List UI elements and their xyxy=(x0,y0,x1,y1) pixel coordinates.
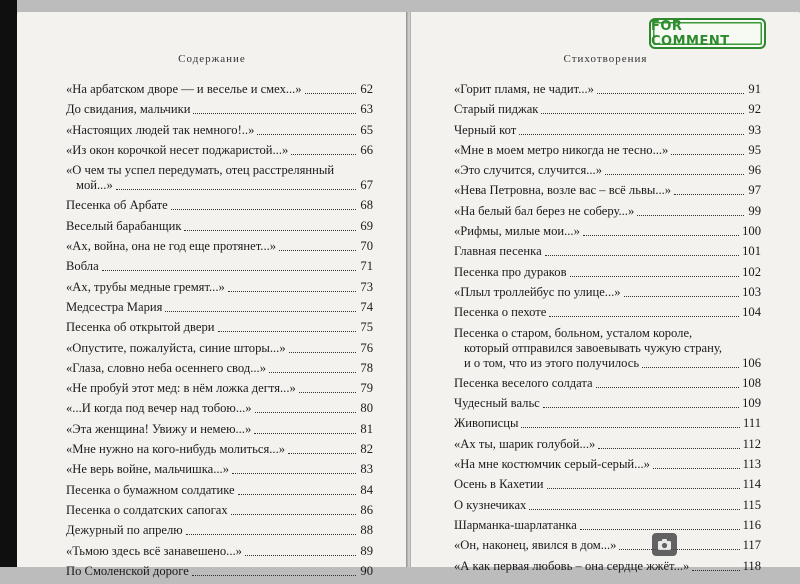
dot-leader xyxy=(291,154,356,155)
toc-page-number: 78 xyxy=(360,360,373,375)
toc-page-number: 101 xyxy=(742,244,761,259)
toc-entry-line xyxy=(454,285,761,300)
toc-page-number: 83 xyxy=(360,462,373,477)
dot-leader xyxy=(254,433,356,434)
dot-leader xyxy=(519,134,744,135)
toc-entry-line xyxy=(66,401,373,416)
toc-entry-title: Главная песенка xyxy=(454,244,542,259)
toc-entry-line xyxy=(454,518,761,533)
toc-entry-line xyxy=(454,82,761,97)
toc-entry xyxy=(66,143,373,158)
toc-page-number: 93 xyxy=(748,122,761,137)
toc-entry-title: Дежурный по апрелю xyxy=(66,523,183,538)
toc-entry xyxy=(454,102,761,117)
dot-leader xyxy=(549,316,739,317)
dot-leader xyxy=(257,134,356,135)
dot-leader xyxy=(288,453,356,454)
toc-entry-line xyxy=(66,123,373,138)
toc-entry-line xyxy=(66,341,373,356)
toc-entry-title: мой...» xyxy=(76,178,113,193)
toc-entry xyxy=(66,219,373,234)
toc-page-number: 76 xyxy=(360,340,373,355)
toc-page-number: 111 xyxy=(743,416,761,431)
toc-page-number: 80 xyxy=(360,401,373,416)
toc-page-number: 66 xyxy=(360,142,373,157)
dot-leader xyxy=(605,174,744,175)
dot-leader xyxy=(232,473,356,474)
toc-entry-title: Осень в Кахетии xyxy=(454,477,544,492)
toc-entry-title: Песенка веселого солдата xyxy=(454,375,593,390)
toc-entry xyxy=(66,280,373,295)
toc-entry-title: «Он, наконец, явился в дом...» xyxy=(454,538,617,553)
toc-entry-line xyxy=(454,396,761,411)
toc-entry-title: «...И когда под вечер над тобою...» xyxy=(66,401,252,416)
toc-page-number: 63 xyxy=(360,102,373,117)
toc-entry xyxy=(66,239,373,254)
toc-entry-line xyxy=(454,265,761,280)
toc-entry xyxy=(66,564,373,579)
toc-page-number: 73 xyxy=(360,279,373,294)
dot-leader xyxy=(547,488,740,489)
toc-entry-title: «Опустите, пожалуйста, синие шторы...» xyxy=(66,340,286,355)
dot-leader xyxy=(238,494,356,495)
toc-page-number: 112 xyxy=(742,436,761,451)
toc-page-number: 62 xyxy=(360,82,373,96)
toc-entry-line xyxy=(454,477,761,492)
toc-entry-line xyxy=(66,320,373,335)
toc-page-number: 118 xyxy=(742,558,761,573)
toc-page-number: 68 xyxy=(360,198,373,213)
toc-page-number: 116 xyxy=(742,517,761,532)
toc-entry-title: Песенка о старом, больном, усталом короле, xyxy=(454,325,693,340)
toc-entry-title: «Не пробуй этот мед: в нём ложка дегтя...» xyxy=(66,381,296,396)
toc-entry xyxy=(66,503,373,518)
toc-page-number: 95 xyxy=(748,142,761,157)
dot-leader xyxy=(529,509,739,510)
toc-entry-title: «Настоящих людей так немного!..» xyxy=(66,122,255,137)
right-page-header: Стихотворения xyxy=(563,53,648,65)
toc-entry-title: По Смоленской дороге xyxy=(66,563,189,578)
dot-leader xyxy=(186,534,356,535)
toc-entry-line xyxy=(454,498,761,513)
toc-entry xyxy=(66,82,373,97)
toc-entry-title: «А как первая любовь – она сердце жжёт...» xyxy=(454,558,690,573)
toc-entry xyxy=(454,376,761,391)
toc-entry xyxy=(454,477,761,492)
for-comment-stamp: FOR COMMENT xyxy=(649,18,766,49)
toc-entry-line xyxy=(66,503,373,518)
toc-entry-title: Черный кот xyxy=(454,122,517,137)
toc-entry-line xyxy=(454,244,761,259)
toc-page-number: 89 xyxy=(360,543,373,558)
left-page xyxy=(17,12,407,578)
dot-leader xyxy=(305,93,356,94)
dot-leader xyxy=(289,352,356,353)
toc-entry xyxy=(454,123,761,138)
dot-leader xyxy=(541,113,744,114)
dot-leader xyxy=(543,407,739,408)
toc-entry-title: Песенка об открытой двери xyxy=(66,320,215,335)
toc-entry xyxy=(454,163,761,178)
toc-entry-title: Веселый барабанщик xyxy=(66,218,182,233)
toc-entry-line xyxy=(66,198,373,213)
dot-leader xyxy=(255,412,356,413)
dot-leader xyxy=(637,215,744,216)
toc-page-number: 102 xyxy=(742,264,761,279)
toc-entry-title: «Глаза, словно неба осеннего свод...» xyxy=(66,360,266,375)
toc-entry xyxy=(66,381,373,396)
toc-entry xyxy=(66,300,373,315)
toc-page-number: 106 xyxy=(742,355,761,370)
dot-leader xyxy=(597,93,744,94)
toc-entry xyxy=(454,559,761,574)
toc-page-number: 113 xyxy=(742,457,761,472)
toc-entry xyxy=(66,361,373,376)
toc-page-number: 117 xyxy=(742,538,761,553)
camera-glyph xyxy=(657,538,672,551)
dot-leader xyxy=(642,367,739,368)
toc-page-number: 84 xyxy=(360,482,373,497)
toc-entry-line xyxy=(66,564,373,579)
toc-entry-title: «Это случится, случится...» xyxy=(454,163,603,178)
toc-entry xyxy=(454,538,761,553)
toc-entry-title: Медсестра Мария xyxy=(66,299,163,314)
toc-entry-line xyxy=(454,183,761,198)
toc-entry xyxy=(454,204,761,219)
right-toc xyxy=(411,82,800,579)
toc-page-number: 74 xyxy=(360,299,373,314)
toc-entry-line xyxy=(454,416,761,431)
toc-entry-line xyxy=(454,341,761,356)
dot-leader xyxy=(598,448,739,449)
dot-leader xyxy=(231,514,356,515)
toc-entry-line xyxy=(454,326,761,341)
toc-page-number: 70 xyxy=(360,239,373,254)
toc-entry-title: «Тьмою здесь всё занавешено...» xyxy=(66,543,242,558)
toc-entry-line xyxy=(454,538,761,553)
dot-leader xyxy=(692,570,739,571)
toc-entry xyxy=(66,163,373,193)
toc-entry xyxy=(454,244,761,259)
toc-entry-line xyxy=(66,422,373,437)
toc-entry-title: «Ах, трубы медные гремят...» xyxy=(66,279,225,294)
toc-entry-line xyxy=(66,442,373,457)
toc-entry-line xyxy=(66,143,373,158)
toc-page-number: 86 xyxy=(360,502,373,517)
toc-entry-line xyxy=(66,300,373,315)
dot-leader xyxy=(674,194,744,195)
toc-entry-title: Живописцы xyxy=(454,416,519,431)
toc-entry-line xyxy=(66,483,373,498)
toc-entry-line xyxy=(66,544,373,559)
dot-leader xyxy=(245,555,356,556)
toc-page-number: 67 xyxy=(360,178,373,193)
toc-entry xyxy=(454,437,761,452)
toc-entry-line xyxy=(454,102,761,117)
toc-entry-line xyxy=(454,123,761,138)
dot-leader xyxy=(671,154,744,155)
toc-page-number: 97 xyxy=(748,183,761,198)
toc-entry-line xyxy=(66,102,373,117)
toc-entry xyxy=(66,442,373,457)
dot-leader xyxy=(192,575,356,576)
toc-entry xyxy=(66,123,373,138)
toc-entry-line xyxy=(66,239,373,254)
toc-entry xyxy=(454,224,761,239)
toc-entry xyxy=(66,544,373,559)
dot-leader xyxy=(545,255,739,256)
toc-entry-line xyxy=(454,437,761,452)
toc-entry-line xyxy=(66,523,373,538)
toc-entry-title: «Мне в моем метро никогда не тесно...» xyxy=(454,142,669,157)
toc-entry-line xyxy=(454,376,761,391)
toc-entry-title: Вобла xyxy=(66,259,99,274)
toc-entry-title: «Рифмы, милые мои...» xyxy=(454,224,580,239)
toc-entry-title: «Горит пламя, не чадит...» xyxy=(454,82,594,96)
toc-entry xyxy=(66,422,373,437)
toc-entry-title: «Мне нужно на кого-нибудь молиться...» xyxy=(66,442,286,457)
toc-entry-title: Песенка о бумажном солдатике xyxy=(66,482,235,497)
toc-entry xyxy=(66,198,373,213)
toc-entry xyxy=(66,462,373,477)
toc-entry-line xyxy=(454,356,761,371)
toc-page-number: 65 xyxy=(360,122,373,137)
toc-entry xyxy=(454,305,761,320)
scan-edge xyxy=(0,0,17,567)
dot-leader xyxy=(596,387,739,388)
dot-leader xyxy=(619,549,739,550)
toc-page-number: 92 xyxy=(748,102,761,117)
toc-entry-title: «О чем ты успел передумать, отец расстрелянный xyxy=(66,163,335,178)
toc-entry-title: Песенка об Арбате xyxy=(66,198,168,213)
toc-entry-line xyxy=(66,361,373,376)
toc-entry-title: который отправился завоевывать чужую страну, xyxy=(464,340,723,355)
toc-entry-title: «Не верь войне, мальчишка...» xyxy=(66,462,229,477)
toc-entry xyxy=(454,82,761,97)
toc-page-number: 114 xyxy=(742,477,761,492)
dot-leader xyxy=(521,427,740,428)
toc-page-number: 81 xyxy=(360,421,373,436)
dot-leader xyxy=(184,230,356,231)
toc-entry-title: «Эта женщина! Увижу и немею...» xyxy=(66,421,252,436)
toc-page-number: 75 xyxy=(360,320,373,335)
toc-entry-line xyxy=(454,163,761,178)
toc-entry xyxy=(66,401,373,416)
toc-entry xyxy=(454,285,761,300)
toc-entry xyxy=(454,457,761,472)
dot-leader xyxy=(102,270,356,271)
toc-entry xyxy=(454,518,761,533)
toc-entry-title: Песенка о пехоте xyxy=(454,305,547,320)
dot-leader xyxy=(653,468,740,469)
toc-entry xyxy=(66,102,373,117)
dot-leader xyxy=(165,311,356,312)
dot-leader xyxy=(269,372,356,373)
toc-entry xyxy=(66,320,373,335)
toc-page-number: 90 xyxy=(360,563,373,578)
toc-entry-title: Старый пиджак xyxy=(454,102,539,117)
toc-entry-line xyxy=(66,259,373,274)
toc-page-number: 115 xyxy=(742,497,761,512)
toc-page-number: 91 xyxy=(748,82,761,96)
toc-page-number: 79 xyxy=(360,381,373,396)
toc-entry-title: «На белый бал берез не соберу...» xyxy=(454,203,635,218)
toc-entry-line xyxy=(66,381,373,396)
toc-entry-title: О кузнечиках xyxy=(454,497,527,512)
dot-leader xyxy=(116,189,356,190)
dot-leader xyxy=(624,296,740,297)
toc-page-number: 103 xyxy=(742,284,761,299)
toc-entry-title: «Плыл троллейбус по улице...» xyxy=(454,284,621,299)
toc-entry-line xyxy=(66,462,373,477)
toc-entry-title: Песенка о солдатских сапогах xyxy=(66,502,228,517)
dot-leader xyxy=(299,392,356,393)
toc-page-number: 108 xyxy=(742,375,761,390)
toc-page-number: 109 xyxy=(742,396,761,411)
toc-page-number: 88 xyxy=(360,523,373,538)
camera-icon[interactable] xyxy=(652,533,677,556)
toc-entry-title: «Ах, война, она не год еще протянет...» xyxy=(66,239,277,254)
dot-leader xyxy=(193,113,356,114)
toc-entry-line xyxy=(454,559,761,574)
toc-entry-line xyxy=(454,143,761,158)
toc-entry-title: До свидания, мальчики xyxy=(66,102,191,117)
toc-page-number: 99 xyxy=(748,203,761,218)
toc-entry-line xyxy=(66,163,373,178)
left-page-header: Содержание xyxy=(178,53,246,65)
toc-entry xyxy=(454,326,761,371)
toc-entry xyxy=(66,483,373,498)
toc-entry-line xyxy=(454,305,761,320)
dot-leader xyxy=(228,291,356,292)
toc-entry-line xyxy=(454,224,761,239)
right-page xyxy=(411,12,800,573)
toc-page-number: 104 xyxy=(742,305,761,320)
toc-entry-title: «На мне костюмчик серый-серый...» xyxy=(454,457,650,472)
toc-entry-title: и о том, что из этого получилось xyxy=(464,355,640,370)
toc-entry xyxy=(454,416,761,431)
toc-entry-line xyxy=(454,457,761,472)
toc-entry-title: «Из окон корочкой несет поджаристой...» xyxy=(66,142,289,157)
toc-entry-title: «На арбатском дворе — и веселье и смех...» xyxy=(66,82,302,96)
dot-leader xyxy=(580,529,740,530)
toc-entry-line xyxy=(66,219,373,234)
toc-entry-line xyxy=(66,82,373,97)
toc-entry-title: Песенка про дураков xyxy=(454,264,567,279)
toc-page-number: 69 xyxy=(360,218,373,233)
toc-entry xyxy=(454,265,761,280)
dot-leader xyxy=(583,235,739,236)
toc-page-number: 82 xyxy=(360,442,373,457)
toc-entry-title: Шарманка-шарлатанка xyxy=(454,517,577,532)
toc-entry xyxy=(66,259,373,274)
toc-page-number: 71 xyxy=(360,259,373,274)
toc-entry xyxy=(66,341,373,356)
toc-entry-title: «Ах ты, шарик голубой...» xyxy=(454,436,596,451)
toc-page-number: 100 xyxy=(742,224,761,239)
dot-leader xyxy=(218,331,356,332)
dot-leader xyxy=(279,250,356,251)
toc-entry-line xyxy=(66,178,373,193)
left-toc xyxy=(17,82,407,584)
toc-entry xyxy=(454,396,761,411)
toc-entry-line xyxy=(454,204,761,219)
dot-leader xyxy=(171,209,356,210)
toc-entry xyxy=(454,498,761,513)
toc-entry-title: Чудесный вальс xyxy=(454,396,540,411)
toc-entry xyxy=(66,523,373,538)
toc-entry-line xyxy=(66,280,373,295)
toc-entry xyxy=(454,143,761,158)
dot-leader xyxy=(570,276,740,277)
toc-entry-title: «Нева Петровна, возле вас – всё львы...» xyxy=(454,183,672,198)
toc-entry xyxy=(454,183,761,198)
toc-page-number: 96 xyxy=(748,163,761,178)
